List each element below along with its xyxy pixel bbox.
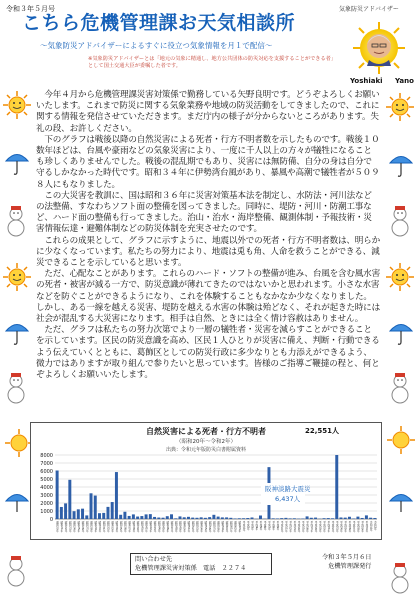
annotation-tohoku-value: 22,551人 — [305, 427, 340, 435]
y-tick-label: 0 — [49, 517, 53, 523]
x-tick-label: 平成5年 — [258, 521, 262, 531]
contact-box — [130, 553, 272, 575]
x-tick-label: 平成25年 — [343, 521, 347, 533]
advisor-name-first: Yoshiaki — [350, 77, 383, 85]
chart-source: 出典：令和元年版防災白書附属資料 — [165, 447, 247, 453]
snowman-icon — [388, 372, 412, 404]
x-tick-label: 平成元年 — [242, 521, 246, 532]
x-tick-label: 平成29年 — [360, 521, 364, 533]
bar-16 — [306, 516, 309, 519]
bar-12 — [289, 518, 292, 519]
bar-38 — [132, 514, 135, 519]
x-tick-label: 平成16年 — [305, 521, 309, 533]
x-tick-label: 昭和43年 — [153, 521, 157, 533]
bar-22 — [331, 518, 334, 519]
publish-info — [322, 553, 372, 571]
article-paragraph: 今年４月から危機管理課災害対策係で勤務している矢野良明です。どうぞよろしくお願いいたします。これまで防災に関する気象業務や地域の防災活動をしてきましたので、これに関する情報を発信させていただきます。まだ庁内の様子が分からないところがあります。失礼の段、お許しください。 — [36, 90, 380, 134]
bar-58 — [217, 517, 220, 519]
bar-37 — [128, 516, 131, 519]
x-tick-label: 昭和31年 — [102, 521, 106, 533]
x-tick-label: 平成3年 — [250, 521, 254, 531]
bar-48 — [174, 518, 177, 519]
bar-63 — [238, 518, 241, 519]
x-tick-label: 昭和57年 — [212, 521, 216, 533]
bar-56 — [208, 517, 211, 519]
x-tick-label: 昭和26年 — [81, 521, 85, 533]
x-tick-label: 昭和55年 — [203, 521, 207, 533]
y-tick-label: 2000 — [40, 501, 53, 507]
bar-23 — [68, 480, 71, 519]
sun-icon — [385, 262, 415, 292]
x-tick-label: 昭和23年 — [68, 521, 72, 533]
bar-29 — [94, 496, 97, 519]
bar-31 — [102, 513, 105, 519]
bar-46 — [166, 516, 169, 519]
bar-49 — [179, 516, 182, 519]
x-tick-label: 令和2年 — [373, 521, 377, 531]
bar-28 — [356, 517, 359, 519]
snowman-icon — [4, 372, 28, 404]
bar-61 — [229, 518, 232, 519]
x-tick-label: 昭和63年 — [237, 521, 241, 533]
bar-43 — [153, 517, 156, 519]
chart-title: 自然災害による死者・行方不明者 — [146, 427, 266, 436]
x-tick-label: 昭和37年 — [127, 521, 131, 533]
sun-icon — [386, 425, 416, 455]
advisor-label: 気象防災アドバイザー — [339, 6, 399, 13]
bar-30 — [365, 515, 368, 519]
x-tick-label: 平成13年 — [292, 521, 296, 533]
umbrella-icon — [4, 318, 30, 346]
x-tick-label: 昭和60年 — [225, 521, 229, 533]
bar-39 — [136, 517, 139, 519]
bar-11 — [284, 518, 287, 519]
snowman-icon — [4, 555, 28, 587]
x-tick-label: 平成6年 — [263, 521, 267, 531]
x-tick-label: 昭和24年 — [72, 521, 76, 533]
issue-date: 令和３年５月号 — [6, 5, 55, 13]
advisor-name-last: Yano — [395, 77, 414, 85]
x-tick-label: 昭和27年 — [85, 521, 89, 533]
x-tick-label: 昭和51年 — [186, 521, 190, 533]
x-tick-label: 昭和21年 — [59, 521, 63, 533]
x-tick-label: 昭和41年 — [144, 521, 148, 533]
bar-53 — [195, 518, 198, 519]
x-tick-label: 昭和40年 — [140, 521, 144, 533]
bar-40 — [140, 516, 143, 519]
x-tick-label: 昭和20年 — [55, 521, 59, 533]
article-paragraph: ただ、グラフは私たちの努力次第でより一層の犠牲者・災害を減らすことができることを示しています。区民の防災意識を高め、区民１人ひとりが災害に備え、判断・行動できるよう伝えていくとともに、葛飾区としての防災行政に多少なりとも力添えができるよう、微力ではありますが取り組んで参りたいと思っています。皆様のご指導ご鞭撻の程と、何とぞよろしくお願いいたします。 — [36, 325, 380, 381]
y-tick-label: 1000 — [40, 509, 53, 515]
bar-21 — [60, 507, 63, 519]
x-tick-label: 昭和36年 — [123, 521, 127, 533]
bar-22 — [64, 503, 67, 519]
x-tick-label: 令和元年 — [369, 521, 373, 532]
x-tick-label: 昭和28年 — [89, 521, 93, 533]
bar-27 — [85, 515, 88, 519]
disaster-deaths-chart — [30, 422, 382, 540]
x-tick-label: 昭和25年 — [76, 521, 80, 533]
chart-subtitle: （昭和20年～令和2年） — [176, 439, 236, 445]
bar-62 — [234, 518, 237, 519]
x-tick-label: 平成23年 — [335, 521, 339, 533]
sun-icon — [2, 90, 32, 120]
chart-canvas — [31, 423, 381, 539]
annotation-hanshin-label: 阪神淡路大震災 — [265, 485, 311, 493]
bar-23 — [335, 455, 338, 519]
article-paragraph: この大災害を教訓に、国は昭和３６年に災害対策基本法を制定し、水防法・河川法などの法整備、すなわちソフト面の整備を図ってきました。同時に、堤防・河川・防潮工事など、ハード面の整備も行ってきました。治山・治水・海岸整備、観測体制・予報技術・災害情報伝達・避難体制などの防災体制を充実させたのです。 — [36, 190, 372, 235]
x-tick-label: 昭和61年 — [229, 521, 233, 533]
sun-icon — [385, 92, 415, 122]
bar-41 — [145, 514, 148, 519]
x-tick-label: 平成4年 — [254, 521, 258, 531]
bar-令和元年 — [369, 518, 372, 519]
publish-date: 令和３年５月６日 — [322, 554, 372, 561]
bar-60 — [225, 517, 228, 519]
x-tick-label: 昭和54年 — [199, 521, 203, 533]
umbrella-icon — [388, 150, 414, 178]
bar-10 — [280, 518, 283, 519]
x-tick-label: 昭和46年 — [165, 521, 169, 533]
bar-24 — [73, 511, 76, 519]
bar-29 — [361, 518, 364, 519]
bar-21 — [327, 518, 330, 519]
bar-30 — [98, 513, 101, 519]
bar-44 — [157, 518, 160, 519]
x-tick-label: 平成28年 — [356, 521, 360, 533]
snowman-icon — [388, 562, 412, 594]
umbrella-icon — [388, 488, 414, 516]
bar-28 — [90, 493, 93, 519]
x-tick-label: 平成2年 — [246, 521, 250, 531]
x-tick-label: 平成18年 — [314, 521, 318, 533]
bar-36 — [123, 512, 126, 519]
bar-52 — [191, 518, 194, 519]
bar-3 — [251, 517, 254, 519]
article-paragraph: これらの成果として、グラフに示すように、地震以外での死者・行方不明者数は、明らかに少なくなっています。私たちの努力により、地震は兎も角、人命を救うことができる、減災できることを示していると思います。 — [36, 235, 380, 269]
bar-18 — [314, 518, 317, 519]
x-tick-label: 昭和38年 — [131, 521, 135, 533]
bar-33 — [111, 502, 114, 519]
x-tick-label: 平成20年 — [322, 521, 326, 533]
x-tick-label: 昭和44年 — [157, 521, 161, 533]
x-tick-label: 昭和29年 — [93, 521, 97, 533]
bar-57 — [212, 515, 215, 519]
bar-32 — [106, 507, 109, 519]
sun-icon — [2, 262, 32, 292]
y-tick-label: 8000 — [40, 453, 53, 459]
bar-42 — [149, 514, 152, 519]
x-tick-label: 昭和58年 — [216, 521, 220, 533]
x-tick-label: 昭和35年 — [119, 521, 123, 533]
x-tick-label: 昭和30年 — [97, 521, 101, 533]
x-tick-label: 平成9年 — [275, 521, 279, 531]
x-tick-label: 昭和22年 — [64, 521, 68, 533]
x-tick-label: 平成8年 — [271, 521, 275, 531]
x-tick-label: 昭和33年 — [110, 521, 114, 533]
bar-9 — [276, 518, 279, 519]
x-tick-label: 昭和53年 — [195, 521, 199, 533]
publisher: 危機管理課発行 — [328, 563, 372, 570]
x-tick-label: 平成12年 — [288, 521, 292, 533]
x-tick-label: 平成22年 — [331, 521, 335, 533]
bar-5 — [259, 516, 262, 520]
bar-51 — [187, 517, 190, 519]
y-tick-label: 5000 — [40, 477, 53, 483]
x-tick-label: 昭和34年 — [114, 521, 118, 533]
x-tick-label: 平成11年 — [284, 521, 288, 533]
x-tick-label: 平成30年 — [364, 521, 368, 533]
x-tick-label: 昭和32年 — [106, 521, 110, 533]
x-tick-label: 平成21年 — [326, 521, 330, 533]
x-tick-label: 昭和56年 — [208, 521, 212, 533]
bar-26 — [348, 517, 351, 519]
y-tick-label: 3000 — [40, 493, 53, 499]
x-tick-label: 平成10年 — [280, 521, 284, 533]
bar-45 — [162, 518, 165, 519]
x-tick-label: 平成15年 — [301, 521, 305, 533]
x-tick-label: 昭和50年 — [182, 521, 186, 533]
umbrella-icon — [388, 318, 414, 346]
bar-17 — [310, 518, 313, 519]
article-body — [36, 90, 380, 381]
bar-24 — [340, 517, 343, 519]
y-tick-label: 4000 — [40, 485, 53, 491]
x-tick-label: 平成24年 — [339, 521, 343, 533]
umbrella-icon — [4, 148, 30, 176]
x-tick-label: 平成26年 — [347, 521, 351, 533]
x-tick-label: 昭和48年 — [174, 521, 178, 533]
y-tick-label: 6000 — [40, 469, 53, 475]
bar-47 — [170, 514, 173, 519]
bar-平成元年 — [242, 518, 245, 519]
bar-27 — [352, 518, 355, 519]
x-tick-label: 平成17年 — [309, 521, 313, 533]
bar-26 — [81, 509, 84, 519]
bar-25 — [77, 509, 80, 519]
contact-label: 問い合わせ先 — [135, 556, 173, 563]
advisor-note: ※気象防災アドバイザーとは「地元の気象に精通し、地方公共団体の防災対応を支援することができる者」として国土交通大臣が委嘱した者です。 — [88, 56, 337, 69]
umbrella-icon — [4, 488, 30, 516]
bar-8 — [272, 518, 275, 519]
x-tick-label: 昭和39年 — [136, 521, 140, 533]
y-tick-label: 7000 — [40, 461, 53, 467]
bar-2 — [373, 518, 376, 519]
x-tick-label: 昭和42年 — [148, 521, 152, 533]
annotation-hanshin-value: 6,437人 — [275, 495, 301, 503]
bar-20 — [323, 518, 326, 519]
contact-detail: 危機管理課災害対策係 電話 ２２７４ — [135, 565, 247, 572]
bar-25 — [344, 518, 347, 519]
newsletter-subtitle: ～気象防災アドバイザーによるすぐに役立つ気象情報を月１で配信～ — [40, 41, 273, 50]
bar-34 — [115, 472, 118, 519]
x-tick-label: 平成19年 — [318, 521, 322, 533]
bar-54 — [200, 517, 203, 519]
x-tick-label: 昭和45年 — [161, 521, 165, 533]
x-tick-label: 平成14年 — [297, 521, 301, 533]
x-tick-label: 平成27年 — [352, 521, 356, 533]
x-tick-label: 平成7年 — [267, 521, 271, 531]
bar-59 — [221, 517, 224, 519]
bar-15 — [301, 519, 304, 520]
article-paragraph: 下のグラフは戦後以降の自然災害による死者・行方不明者数を示したものです。戦後１０数年ほどは、台風や豪雨などの気象災害により、一度に千人以上の方々が犠牲になることも珍しくありませんでした。戦後の混乱期でもあり、災害には無防備、自分の身は自分で守るしかなかった時代です。昭和３４年に伊勢湾台風があり、暴風や高潮で犠牲者が５０９８人にもなりました。 — [36, 134, 380, 190]
x-tick-label: 昭和52年 — [191, 521, 195, 533]
x-tick-label: 昭和47年 — [170, 521, 174, 533]
newsletter-title: こちら危機管理課お天気相談所 — [22, 12, 296, 34]
x-tick-label: 昭和59年 — [220, 521, 224, 533]
bar-2 — [246, 518, 249, 519]
bar-55 — [204, 518, 207, 519]
bar-昭和20年 — [56, 471, 59, 520]
x-tick-label: 昭和62年 — [233, 521, 237, 533]
snowman-icon — [4, 205, 28, 237]
snowman-icon — [388, 205, 412, 237]
article-paragraph: ただ、心配なことがあります。これらのハード・ソフトの整備が進み、台風を含む風水害の死者・被害が減る一方で、防災意識が薄れてきたのではないかと思われます。小さな水害などを防ぐことができるようになり、これを体験することもなかなか少なくなりました。しかし、ある一線を越える災害、堤防を越える水害の体験は殆どなく、それが起きた時には社会が混乱する大災害になります。相手は自然、ときには全く情け容赦はありません。 — [36, 269, 380, 325]
advisor-photo — [351, 22, 407, 74]
bar-13 — [293, 518, 296, 519]
bar-50 — [183, 517, 186, 519]
x-tick-label: 昭和49年 — [178, 521, 182, 533]
bar-35 — [119, 515, 122, 519]
